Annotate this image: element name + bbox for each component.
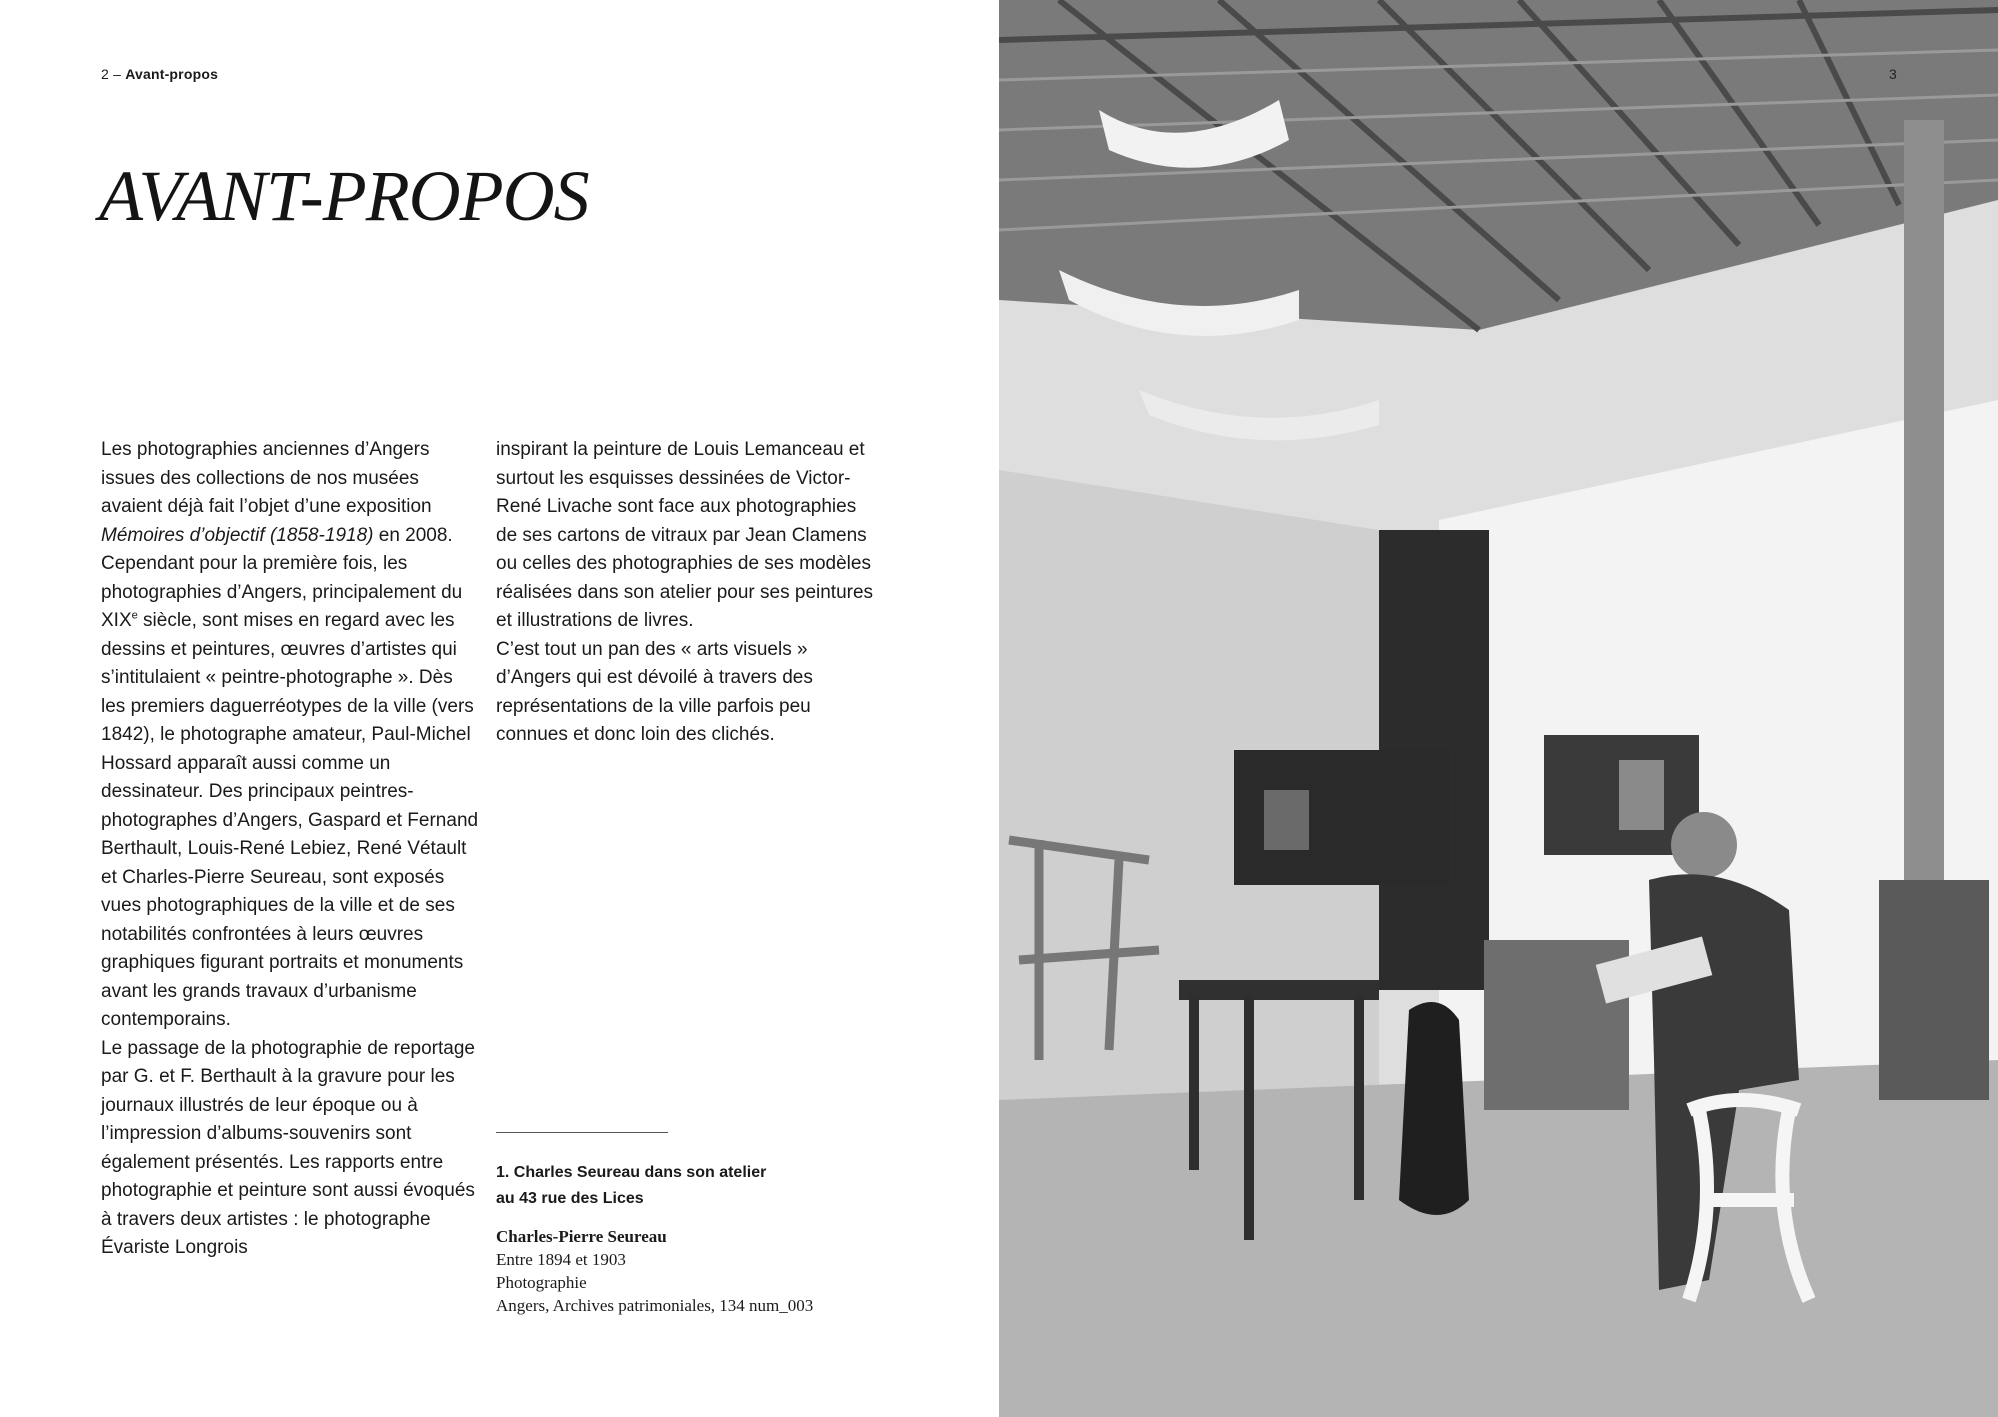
paragraph-2: Le passage de la photographie de reportage par G. et F. Berthault à la gravure pour les journaux illustrés de leur époque ou à l’impression d’albums-souvenirs sont également présentés. Les rapports entre photographie et peinture sont aussi évoqués à travers deux artistes : le photographe Évariste Longrois <box>101 1037 475 1258</box>
text-column-2 <box>496 436 876 750</box>
caption-source: Angers, Archives patrimoniales, 134 num_003 <box>496 1296 814 1315</box>
running-head-section: Avant-propos <box>125 66 219 82</box>
dark-cloth <box>1399 1002 1469 1215</box>
caption-date: Entre 1894 et 1903 <box>496 1250 626 1269</box>
century-superscript: e <box>131 609 138 622</box>
caption-divider <box>496 1132 668 1133</box>
camera-stand-top <box>1179 980 1379 1000</box>
studio-photograph <box>999 0 1998 1417</box>
caption-author: Charles-Pierre Seureau <box>496 1227 667 1246</box>
caption-body <box>496 1225 916 1317</box>
text-column-1 <box>101 436 481 1263</box>
camera-lens-board <box>1264 790 1309 850</box>
stove-pipe <box>1904 120 1944 900</box>
cabinet-window <box>1619 760 1664 830</box>
page-number-left: 2 <box>101 66 109 82</box>
caption-medium: Photographie <box>496 1273 587 1292</box>
caption-title-line-2: au 43 rue des Lices <box>496 1190 644 1207</box>
page-title: AVANT-PROPOS <box>99 156 589 236</box>
paragraph-4: C’est tout un pan des « arts visuels » d’Angers qui est dévoilé à travers des représentations de la ville parfois peu connues et donc loin des clichés. <box>496 638 813 745</box>
paragraph-1-part-c: siècle, sont mises en regard avec les dessins et peintures, œuvres d’artistes qui s’intitulaient « peintre-photographe ». Dès les premiers daguerréotypes de la ville (vers 1842), le photographe amateur, Paul-Michel Hossard apparaît aussi comme un dessinateur. Des principaux peintres-photographes d’Angers, Gaspard et Fernand Berthault, Louis-René Lebiez, René Vétault et Charles-Pierre Seureau, sont exposés vues photographiques de la ville et de ses notabilités confrontées à leurs œuvres graphiques figurant portraits et monuments avant les grands travaux d’urbanisme contemporains. <box>101 610 479 1030</box>
man-head <box>1671 812 1737 878</box>
floor <box>999 1060 1998 1417</box>
paragraph-3: inspirant la peinture de Louis Lemanceau et surtout les esquisses dessinées de Victor-René Livache sont face aux photographies de ses cartons de vitraux par Jean Clamens ou celles des photographies de ses modèles réalisées dans son atelier pour ses peintures et illustrations de livres. <box>496 439 874 631</box>
running-head-dash: – <box>113 66 122 82</box>
exhibition-title: Mémoires d’objectif (1858-1918) <box>101 524 374 546</box>
stove <box>1879 880 1989 1100</box>
paragraph-1 <box>101 436 481 1035</box>
running-head <box>101 66 218 82</box>
paragraph-1-part-a: Les photographies anciennes d’Angers issues des collections de nos musées avaient déjà fait l’objet d’une exposition <box>101 439 432 517</box>
page-number-right: 3 <box>1889 66 1897 82</box>
right-page <box>999 0 1998 1417</box>
caption-title-line-1: 1. Charles Seureau dans son atelier <box>496 1164 767 1181</box>
caption-title <box>496 1160 796 1212</box>
paragraph-1-part-b: en 2008. Cependant pour la première fois, les photographies d’Angers, principalement du XIX <box>101 524 463 631</box>
